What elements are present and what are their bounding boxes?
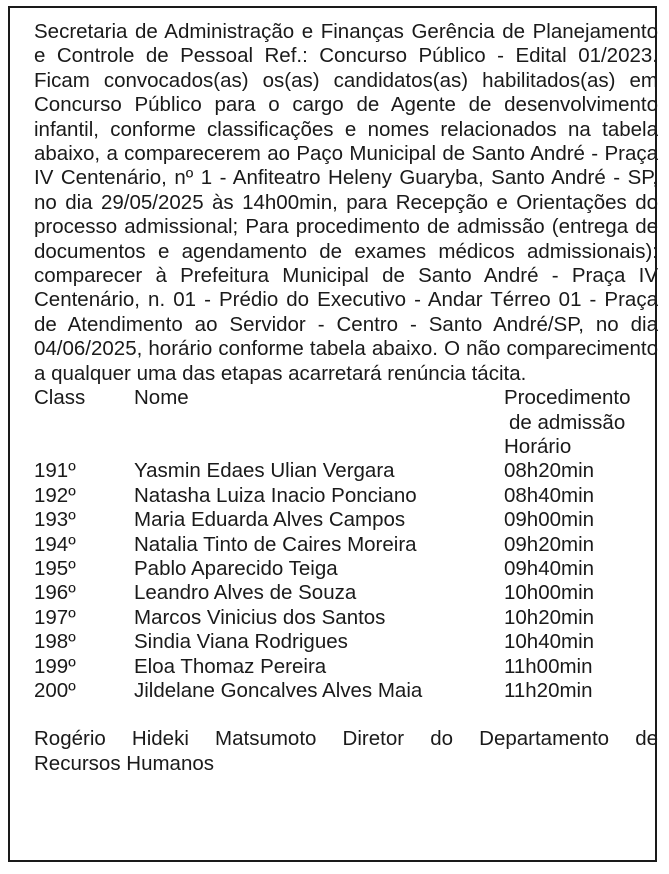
row-class: 192º: [34, 483, 76, 507]
table-row: [34, 459, 658, 483]
row-name: Maria Eduarda Alves Campos: [134, 508, 406, 532]
row-class: 195º: [34, 556, 76, 580]
table-row: [34, 533, 658, 557]
row-time: 10h40min: [504, 630, 595, 654]
notice-content: [34, 20, 658, 776]
header-procedure-line1: Procedimento: [504, 386, 631, 410]
row-class: 196º: [34, 581, 76, 605]
row-class: 197º: [34, 605, 76, 629]
row-time: 11h00min: [504, 654, 593, 678]
signature-line2: Recursos Humanos: [34, 751, 215, 775]
row-name: Eloa Thomaz Pereira: [134, 654, 327, 678]
table-row: [34, 557, 658, 581]
table-row: [34, 679, 658, 703]
table-row: [34, 508, 658, 532]
row-name: Natasha Luiza Inacio Ponciano: [134, 483, 417, 507]
row-class: 200º: [34, 678, 76, 702]
notice-frame: [8, 6, 657, 862]
row-name: Pablo Aparecido Teiga: [134, 556, 338, 580]
table-row: [34, 655, 658, 679]
row-name: Sindia Viana Rodrigues: [134, 630, 348, 654]
table-header-row: [34, 386, 658, 459]
row-name: Marcos Vinicius dos Santos: [134, 605, 386, 629]
row-class: 193º: [34, 508, 76, 532]
row-time: 09h20min: [504, 532, 595, 556]
table-row: [34, 484, 658, 508]
row-time: 08h40min: [504, 483, 595, 507]
row-name: Natalia Tinto de Caires Moreira: [134, 532, 417, 556]
row-name: Yasmin Edaes Ulian Vergara: [134, 459, 395, 483]
row-name: Leandro Alves de Souza: [134, 581, 357, 605]
row-time: 09h40min: [504, 556, 595, 580]
row-time: 10h00min: [504, 581, 595, 605]
row-class: 198º: [34, 630, 76, 654]
row-time: 09h00min: [504, 508, 595, 532]
header-class: Class: [34, 386, 86, 410]
row-class: 194º: [34, 532, 76, 556]
row-class: 199º: [34, 654, 76, 678]
signature-line1: Rogério Hideki Matsumoto Diretor do Departamento de: [34, 727, 658, 751]
table-row: [34, 581, 658, 605]
candidates-table: [34, 386, 658, 703]
row-time: 08h20min: [504, 459, 595, 483]
row-name: Jildelane Goncalves Alves Maia: [134, 678, 423, 702]
signature: [34, 727, 658, 776]
row-time: 11h20min: [504, 678, 593, 702]
notice-text: Secretaria de Administração e Finanças Gerência de Planejamento e Controle de Pessoal Ref.: Concurso Público - Edital 01/2023. Ficam convocados(as) os(as) candidatos(as) habilitados(as) em Concurso Público para o cargo de Agente de desenvolvimento infantil, conforme classificações e nomes relacionados na tabela abaixo, a comparecerem ao Paço Municipal de Santo André - Praça IV Centenário, nº 1 - Anfiteatro Heleny Guaryba, Santo André - SP, no dia 29/05/2025 às 14h00min, para Recepção e Orientações do processo admissional; Para procedimento de admissão (entrega de documentos e agendamento de exames médicos admissionais): comparecer à Prefeitura Municipal de Santo André - Praça IV Centenário, n. 01 - Prédio do Executivo - Andar Térreo 01 - Praça de Atendimento ao Servidor - Centro - Santo André/SP, no dia 04/06/2025, horário conforme tabela abaixo. O não comparecimento a qualquer uma das etapas acarretará renúncia tácita.: [34, 20, 658, 385]
table-row: [34, 606, 658, 630]
header-name: Nome: [134, 386, 189, 410]
header-procedure: [504, 386, 658, 459]
header-procedure-line3: Horário: [504, 434, 572, 458]
table-row: [34, 630, 658, 654]
header-procedure-line2: de admissão: [509, 410, 626, 434]
row-class: 191º: [34, 459, 76, 483]
row-time: 10h20min: [504, 605, 595, 629]
